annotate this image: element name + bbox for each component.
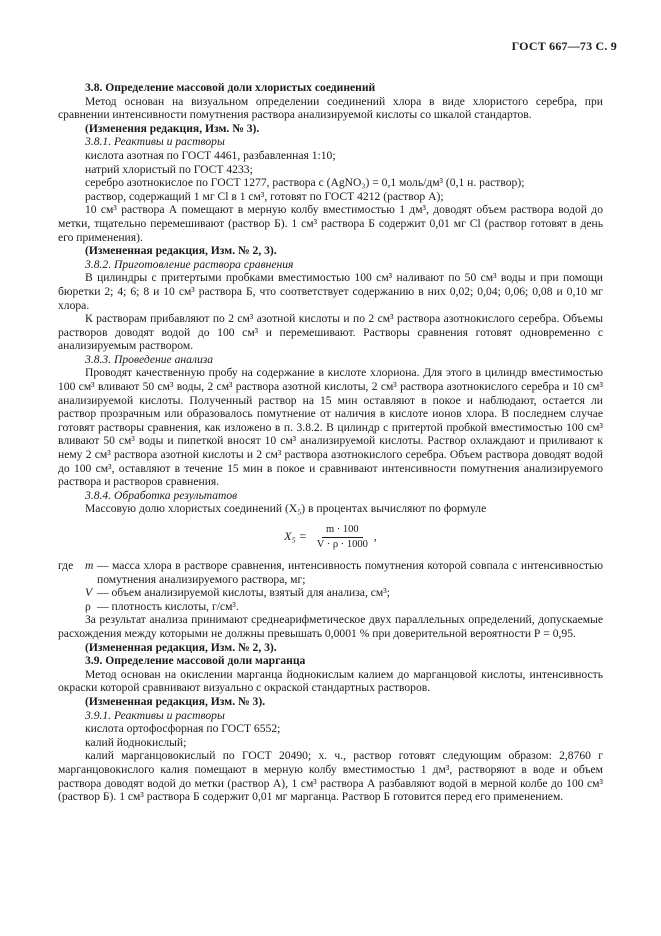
reagent-item: кислота ортофосфорная по ГОСТ 6552; xyxy=(85,722,281,736)
formula-denominator: V · ρ · 1000 xyxy=(316,538,368,550)
page-content xyxy=(58,81,603,804)
reagent-item: серебро азотнокислое по ГОСТ 1277, раствора с (AgNO₃) = 0,1 моль/дм³ (0,1 н. раствор); xyxy=(85,176,525,190)
definition-symbol: ρ xyxy=(85,599,91,613)
paragraph: Проводят качественную пробу на содержание в кислоте хлориона. Для этого в цилиндр вместимостью 100 см³ вливают 50 см³ воды, 2 см³ раствора азотной кислоты, 2 см³ раствора азотнокислого серебра и 10 см³ анализируемой кислоты. Полученный раствор на 15 мин оставляют в покое и наблюдают, остается ли раствор прозрачным или образовалось помутнение от наличия в кислоте ионов хлора. В последнем случае готовят растворы сравнения, как изложено в п. 3.8.2. В цилиндр с притертой пробкой вместимостью 100 см³ вливают 50 см³ воды и пипеткой вносят 10 см³ анализируемой кислоты. Раствор охлаждают и приливают к нему 2 см³ раствора азотной кислоты и 2 см³ раствора азотнокислого серебра. Объем раствора доводят водой до 100 см³, оставляют в течение 15 мин в покое и сравнивают интенсивности помутнения анализируемого раствора и растворов сравнения. xyxy=(58,366,603,489)
reagent-item: кислота азотная по ГОСТ 4461, разбавленная 1:10; xyxy=(85,148,336,162)
subsection-heading-3-8-4: 3.8.4. Обработка результатов xyxy=(85,488,238,502)
amendment-note: (Измененная редакция, Изм. № 3). xyxy=(85,694,266,708)
reagent-item: раствор, содержащий 1 мг Cl в 1 см³, готовят по ГОСТ 4212 (раствор А); xyxy=(85,189,444,203)
definition-symbol: V xyxy=(85,586,93,600)
definition-lead: где xyxy=(58,559,74,572)
subsection-heading-3-8-2: 3.8.2. Приготовление раствора сравнения xyxy=(85,257,294,271)
amendment-note: (Измененная редакция, Изм. № 2, 3). xyxy=(85,640,277,654)
subsection-heading-3-9-1: 3.9.1. Реактивы и растворы xyxy=(85,708,225,722)
definition-symbol: m xyxy=(85,559,94,572)
definition-v xyxy=(58,586,603,600)
formula-numerator: m · 100 xyxy=(322,524,363,538)
paragraph: За результат анализа принимают среднеарифметическое двух параллельных определений, допускаемые расхождения между которыми не должны превышать 0,0001 % при доверительной вероятности Р = 0,95. xyxy=(58,613,603,640)
paragraph: Массовую долю хлористых соединений (X₅) в процентах вычисляют по формуле xyxy=(85,502,487,516)
paragraph: В цилиндры с притертыми пробками вместимостью 100 см³ наливают по 50 см³ воды и при помощи бюретки 2; 4; 6; 8 и 10 см³ раствора Б, что соответствует содержанию в них 0,02; 0,04; 0,06; 0,08 и 0,10 мг хлора. xyxy=(58,271,603,312)
definition-text: — масса хлора в растворе сравнения, интенсивность помутнения которой совпала с интенсивностью помутнения анализируемого раствора, мг; xyxy=(97,559,603,586)
paragraph: 10 см³ раствора А помещают в мерную колбу вместимостью 1 дм³, доводят объем раствора водой до метки, тщательно перемешивают (раствор Б). 1 см³ раствора Б содержит 0,01 мг Cl (раствор готовят в день его применения). xyxy=(58,203,603,244)
formula xyxy=(58,518,603,556)
amendment-note: (Измененная редакция, Изм. № 2, 3). xyxy=(85,244,277,258)
subsection-heading-3-8-3: 3.8.3. Проведение анализа xyxy=(85,352,214,366)
formula-definitions xyxy=(58,559,603,613)
definition-m xyxy=(58,559,603,586)
section-heading-3-8: 3.8. Определение массовой доли хлористых соединений xyxy=(85,81,376,94)
definition-text: — плотность кислоты, г/см³. xyxy=(97,599,239,613)
reagent-item: натрий хлористый по ГОСТ 4233; xyxy=(85,162,253,176)
formula-fraction xyxy=(313,524,372,551)
formula-end: , xyxy=(373,530,377,544)
definition-text: — объем анализируемой кислоты, взятый для анализа, см³; xyxy=(97,586,390,600)
amendment-note: (Изменения редакция, Изм. № 3). xyxy=(85,121,260,135)
paragraph: К растворам прибавляют по 2 см³ азотной кислоты и по 2 см³ раствора азотнокислого серебра. Объемы растворов доводят водой до 100 см³ и перемешивают. Растворы сравнения готовят одновременно с анализируемым раствором. xyxy=(58,312,603,353)
paragraph: калий марганцовокислый по ГОСТ 20490; х. ч., раствор готовят следующим образом: 2,8760 г марганцовокислого калия помещают в мерную колбу вместимостью 1 дм³, растворяют в воде и объем раствора доводят водой до метки (раствор А), 1 см³ раствора А разбавляют водой в мерной колбе до 100 см³ (раствор Б). 1 см³ раствора Б содержит 0,01 мг марганца. Раствор Б готовится перед его применением. xyxy=(58,749,603,804)
section-heading-3-9: 3.9. Определение массовой доли марганца xyxy=(85,654,306,668)
formula-lhs: X₅ = xyxy=(284,529,307,544)
paragraph: Метод основан на окислении марганца йоднокислым калием до марганцовой кислоты, интенсивность окраски которой сравнивают визуально с окраской стандартных растворов. xyxy=(58,667,603,695)
subsection-heading-3-8-1: 3.8.1. Реактивы и растворы xyxy=(85,135,225,149)
definition-rho xyxy=(58,600,603,614)
paragraph: Метод основан на визуальном определении соединений хлора в виде хлористого серебра, при сравнении интенсивности помутнения раствора анализируемой кислоты со шкалой стандартов. xyxy=(58,94,603,122)
page-header: ГОСТ 667—73 С. 9 xyxy=(511,39,617,53)
reagent-item: калий йоднокислый; xyxy=(85,735,187,749)
